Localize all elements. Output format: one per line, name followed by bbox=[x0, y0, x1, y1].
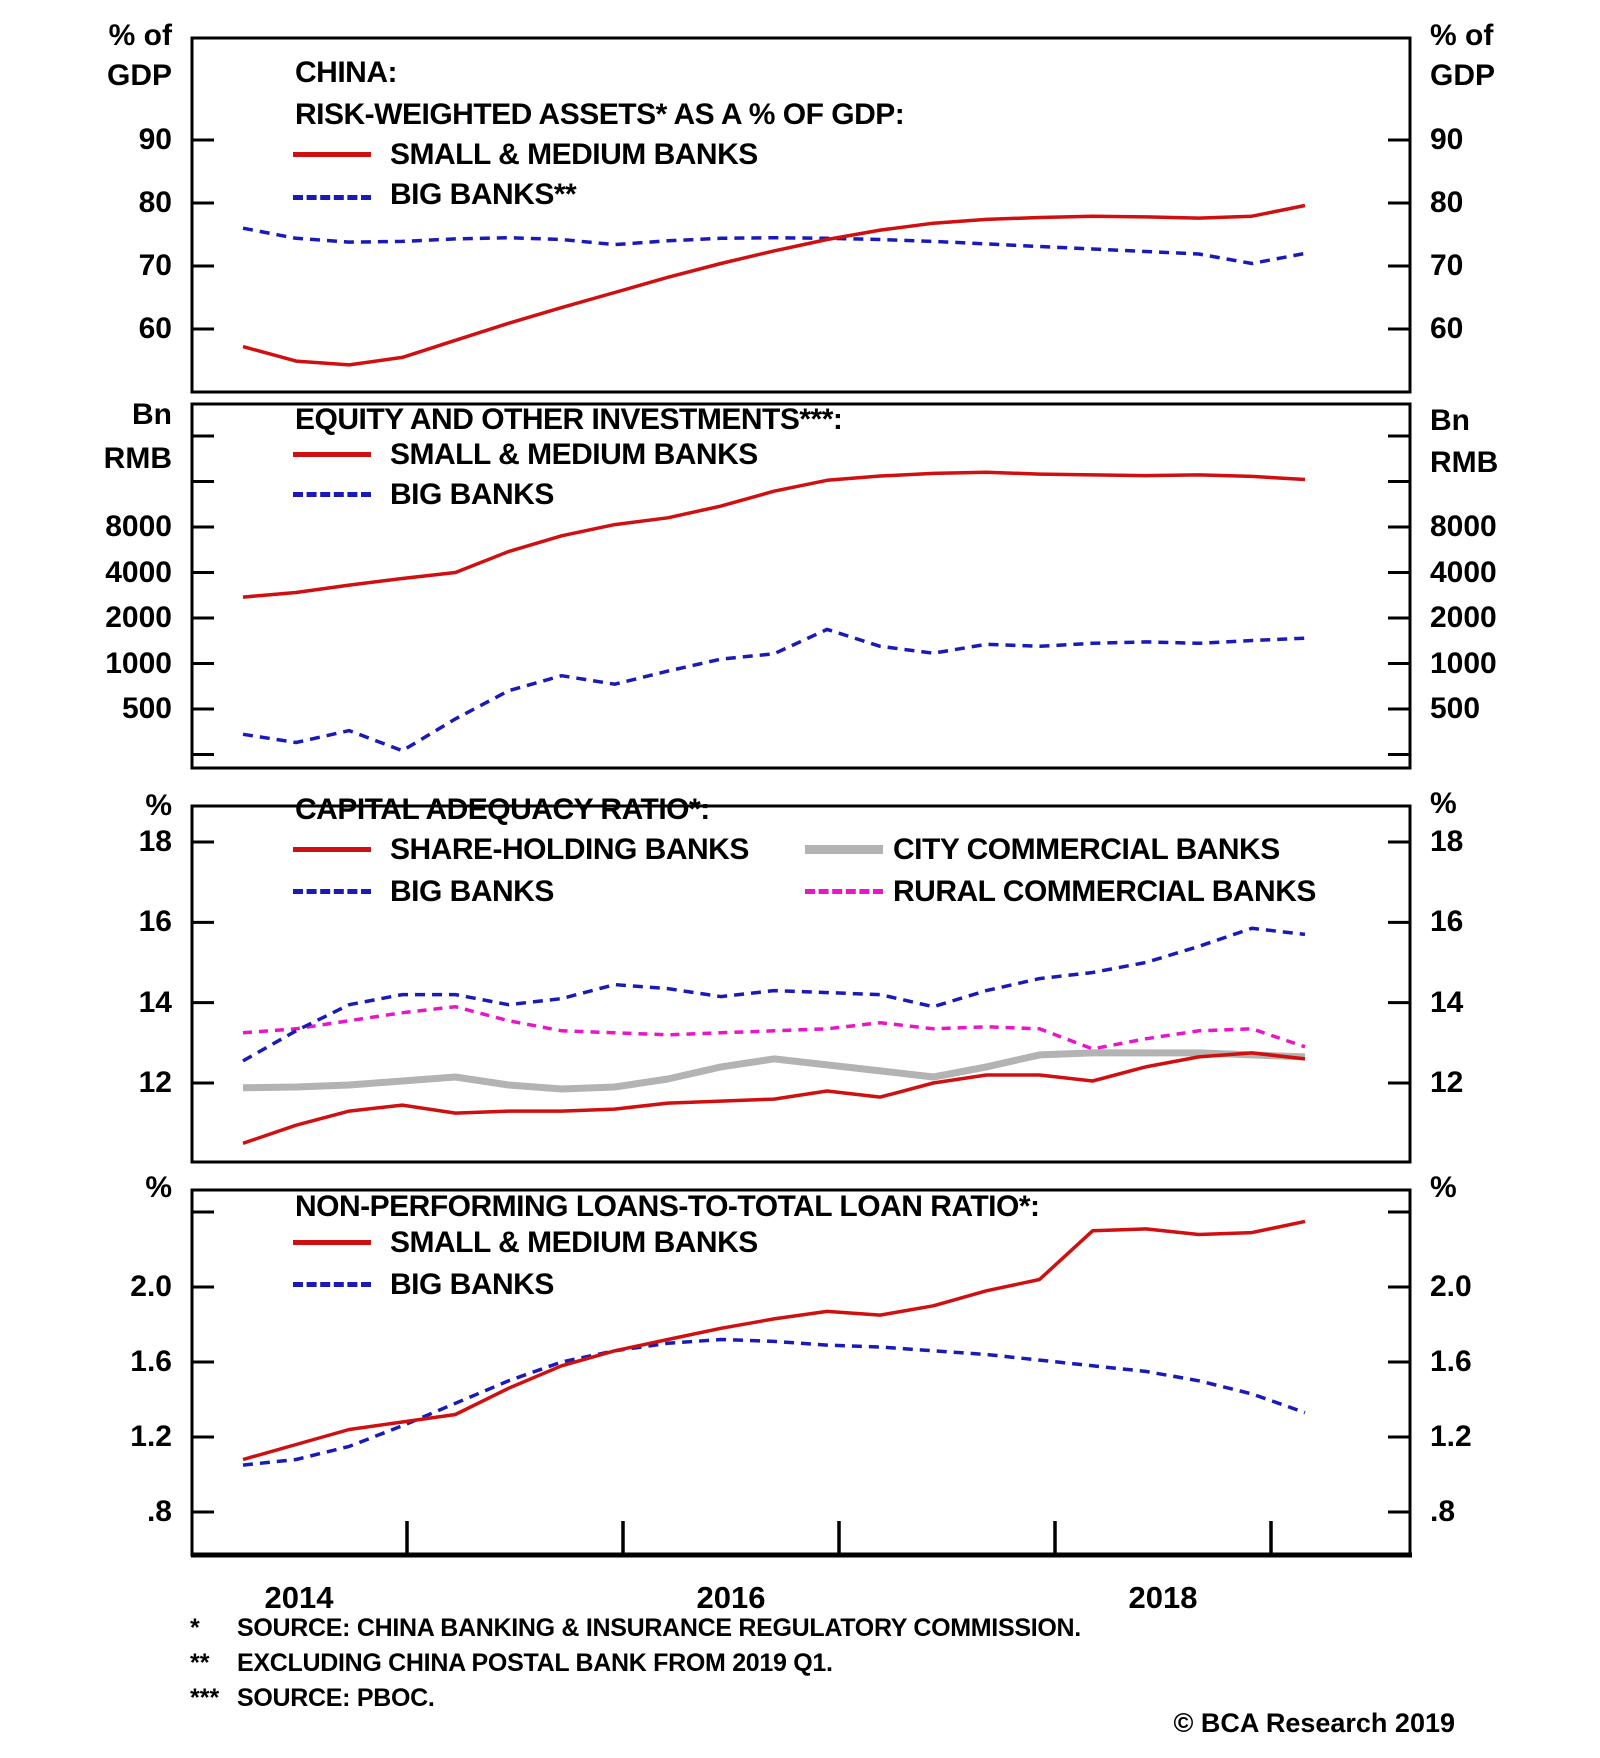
legend-label-small-medium-banks: SMALL & MEDIUM BANKS bbox=[390, 1226, 758, 1259]
y-tick-label-right: 8000 bbox=[1430, 510, 1497, 543]
legend-label-small-medium-banks: SMALL & MEDIUM BANKS bbox=[390, 438, 758, 471]
axis-unit-label-right: GDP bbox=[1430, 59, 1496, 92]
y-tick-label-left: 2000 bbox=[105, 601, 172, 634]
legend-label-big-banks: BIG BANKS bbox=[390, 1268, 554, 1301]
x-axis-label-2018: 2018 bbox=[1128, 1580, 1198, 1615]
y-tick-label-right: 2000 bbox=[1430, 601, 1497, 634]
legend-swatch-red-solid-line bbox=[293, 452, 371, 457]
panel-3-title: CAPITAL ADEQUACY RATIO*: bbox=[295, 793, 710, 826]
y-tick-label-left: 60 bbox=[138, 312, 172, 345]
axis-unit-label-right: % of bbox=[1430, 19, 1494, 52]
axis-unit-label-left: GDP bbox=[106, 59, 172, 92]
panel-1-frame bbox=[192, 38, 1410, 392]
legend-label-city-commercial-banks: CITY COMMERCIAL BANKS bbox=[893, 833, 1280, 866]
y-tick-label-left: 1000 bbox=[105, 646, 172, 680]
y-tick-label-right: 18 bbox=[1430, 824, 1464, 858]
y-tick-label-right: 2.0 bbox=[1430, 1270, 1472, 1303]
y-tick-label-left: 18 bbox=[138, 824, 172, 858]
legend-label-rural-commercial-banks: RURAL COMMERCIAL BANKS bbox=[893, 875, 1316, 908]
axis-unit-label-right: % bbox=[1430, 787, 1457, 820]
series-line-big-banks bbox=[243, 928, 1305, 1061]
y-tick-label-right: 1.2 bbox=[1430, 1420, 1472, 1453]
legend-swatch-red-solid-line bbox=[293, 1240, 371, 1245]
axis-unit-label-left: % of bbox=[108, 19, 172, 52]
footnote-1-text: SOURCE: CHINA BANKING & INSURANCE REGULATORY COMMISSION. bbox=[237, 1614, 1081, 1642]
y-tick-label-right: 12 bbox=[1430, 1066, 1464, 1099]
y-tick-label-left: 2.0 bbox=[130, 1270, 172, 1303]
y-tick-label-right: 80 bbox=[1430, 186, 1464, 219]
series-line-share-holding-banks bbox=[243, 1053, 1305, 1143]
y-tick-label-left: 1.6 bbox=[130, 1345, 172, 1378]
y-tick-label-left: 70 bbox=[138, 249, 172, 282]
y-tick-label-left: 8000 bbox=[105, 510, 172, 543]
y-tick-label-left: 12 bbox=[138, 1066, 172, 1099]
series-line-small-medium-banks bbox=[243, 206, 1305, 365]
y-tick-label-right: 500 bbox=[1430, 692, 1481, 725]
y-tick-label-right: 60 bbox=[1430, 312, 1464, 345]
footnote-2-text: EXCLUDING CHINA POSTAL BANK FROM 2019 Q1. bbox=[237, 1649, 833, 1677]
panel-4-frame bbox=[192, 1190, 1410, 1555]
panel-1-title-line-1: CHINA: bbox=[295, 56, 397, 89]
footnote-3-symbol: *** bbox=[190, 1684, 220, 1712]
footnote-2-symbol: ** bbox=[190, 1649, 210, 1677]
axis-unit-label-left: Bn bbox=[132, 398, 172, 431]
legend-swatch-magenta-dashed-line bbox=[805, 889, 883, 894]
y-tick-label-left: 90 bbox=[138, 123, 172, 156]
series-line-big-banks bbox=[243, 1340, 1305, 1466]
legend-swatch-blue-dashed-line bbox=[293, 195, 371, 200]
axis-unit-label-left: RMB bbox=[103, 442, 172, 475]
legend-swatch-red-solid-line bbox=[293, 847, 371, 852]
axis-unit-label-left: % bbox=[145, 789, 172, 822]
axis-unit-label-left: % bbox=[145, 1171, 172, 1204]
y-tick-label-left: .8 bbox=[146, 1495, 172, 1528]
y-tick-label-right: 14 bbox=[1430, 985, 1464, 1019]
legend-swatch-red-solid-line bbox=[293, 152, 371, 157]
y-tick-label-right: 16 bbox=[1430, 905, 1464, 939]
panel-2-title: EQUITY AND OTHER INVESTMENTS***: bbox=[295, 403, 843, 436]
axis-unit-label-right: Bn bbox=[1430, 404, 1470, 437]
copyright-notice: © BCA Research 2019 bbox=[1173, 1708, 1455, 1738]
y-tick-label-right: 90 bbox=[1430, 123, 1464, 156]
x-axis-label-2014: 2014 bbox=[264, 1580, 334, 1615]
y-tick-label-left: 80 bbox=[138, 186, 172, 219]
panel-1-title-line-2: RISK-WEIGHTED ASSETS* AS A % OF GDP: bbox=[295, 98, 905, 131]
panel-4-title: NON-PERFORMING LOANS-TO-TOTAL LOAN RATIO*: bbox=[295, 1190, 1040, 1223]
legend-label-share-holding-banks: SHARE-HOLDING BANKS bbox=[390, 833, 749, 866]
y-tick-label-right: 70 bbox=[1430, 249, 1464, 282]
legend-swatch-blue-dashed-line bbox=[293, 492, 371, 497]
legend-label-big-banks: BIG BANKS bbox=[390, 875, 554, 908]
footnote-1-symbol: * bbox=[190, 1614, 200, 1642]
legend-swatch-blue-dashed-line bbox=[293, 1282, 371, 1287]
footnote-3-text: SOURCE: PBOC. bbox=[237, 1684, 435, 1712]
series-line-city-commercial-banks bbox=[243, 1053, 1305, 1089]
series-line-big-banks- bbox=[243, 228, 1305, 263]
y-tick-label-left: 16 bbox=[138, 905, 172, 939]
y-tick-label-left: 1.2 bbox=[130, 1420, 172, 1453]
legend-swatch-blue-dashed-line bbox=[293, 889, 371, 894]
y-tick-label-right: 1.6 bbox=[1430, 1345, 1472, 1378]
legend-swatch-gray-solid-line bbox=[805, 845, 883, 854]
panel-2-frame bbox=[192, 404, 1410, 768]
legend-label-big-banks: BIG BANKS bbox=[390, 478, 554, 511]
y-tick-label-left: 14 bbox=[138, 985, 172, 1019]
y-tick-label-right: .8 bbox=[1430, 1495, 1456, 1528]
legend-label-small-medium-banks: SMALL & MEDIUM BANKS bbox=[390, 138, 758, 171]
legend-label-big-banks: BIG BANKS** bbox=[390, 178, 577, 211]
y-tick-label-left: 500 bbox=[121, 692, 172, 725]
axis-unit-label-right: % bbox=[1430, 1171, 1457, 1204]
series-line-big-banks bbox=[243, 629, 1305, 750]
axis-unit-label-right: RMB bbox=[1430, 446, 1499, 479]
x-axis-label-2016: 2016 bbox=[696, 1580, 766, 1615]
y-tick-label-right: 1000 bbox=[1430, 646, 1497, 680]
y-tick-label-right: 4000 bbox=[1430, 555, 1497, 589]
y-tick-label-left: 4000 bbox=[105, 555, 172, 589]
series-line-rural-commercial-banks bbox=[243, 1007, 1305, 1049]
